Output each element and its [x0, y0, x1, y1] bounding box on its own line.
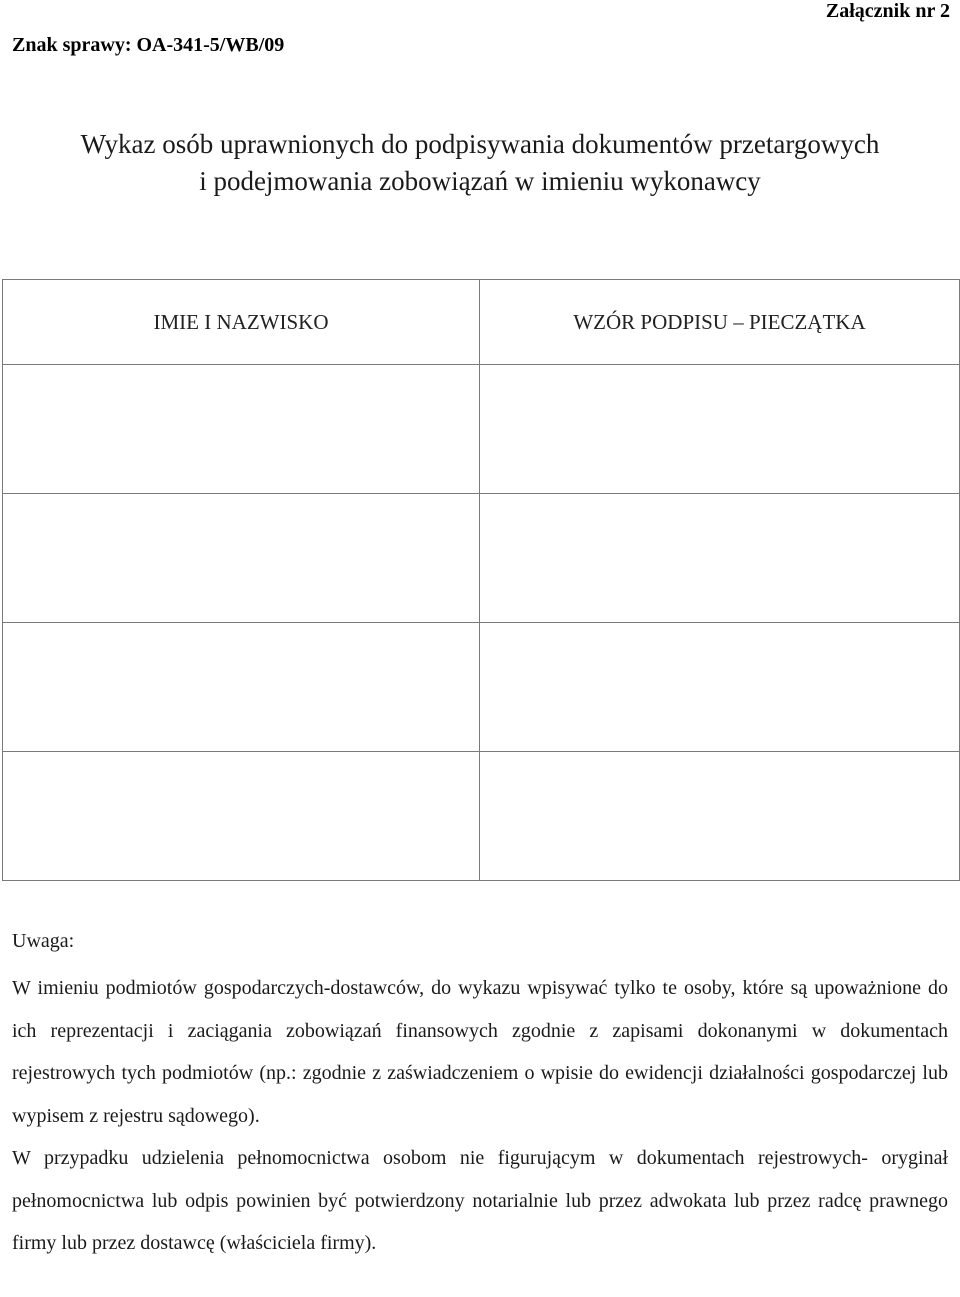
- note-paragraph-2: W przypadku udzielenia pełnomocnictwa osobom nie figurującym w dokumentach rejestrowych- oryginał pełnomocnictwa lub odpis powinien być potwierdzony notarialnie lub przez adwokata lub przez radcę prawnego firmy lub przez dostawcę (właściciela firmy).: [12, 1147, 948, 1254]
- name-cell[interactable]: [3, 752, 480, 881]
- name-column-header: IMIE I NAZWISKO: [3, 280, 480, 365]
- table-header-row: [3, 280, 960, 365]
- table-row: [3, 494, 960, 623]
- table-row: [3, 365, 960, 494]
- name-cell[interactable]: [3, 494, 480, 623]
- note-label: Uwaga:: [12, 930, 75, 952]
- signature-cell[interactable]: [480, 494, 960, 623]
- note-section: [12, 926, 948, 1265]
- case-number: Znak sprawy: OA-341-5/WB/09: [12, 34, 285, 56]
- name-cell[interactable]: [3, 365, 480, 494]
- signatures-table: [2, 279, 960, 881]
- signature-cell[interactable]: [480, 752, 960, 881]
- annex-label: Załącznik nr 2: [825, 0, 950, 22]
- table-row: [3, 752, 960, 881]
- title-line-2: i podejmowania zobowiązań w imieniu wykonawcy: [199, 166, 761, 196]
- note-paragraph-1: W imieniu podmiotów gospodarczych-dostawców, do wykazu wpisywać tylko te osoby, które są upoważnione do ich reprezentacji i zaciągania zobowiązań finansowych zgodnie z zapisami dokonanymi w dokumentach rejestrowych tych podmiotów (np.: zgodnie z zaświadczeniem o wpisie do ewidencji działalności gospodarczej lub wypisem z rejestru sądowego).: [12, 977, 948, 1127]
- signature-column-header: WZÓR PODPISU – PIECZĄTKA: [480, 280, 960, 365]
- table-row: [3, 623, 960, 752]
- document-title: [0, 126, 960, 200]
- signature-cell[interactable]: [480, 623, 960, 752]
- name-cell[interactable]: [3, 623, 480, 752]
- title-line-1: Wykaz osób uprawnionych do podpisywania dokumentów przetargowych: [80, 129, 880, 159]
- signature-cell[interactable]: [480, 365, 960, 494]
